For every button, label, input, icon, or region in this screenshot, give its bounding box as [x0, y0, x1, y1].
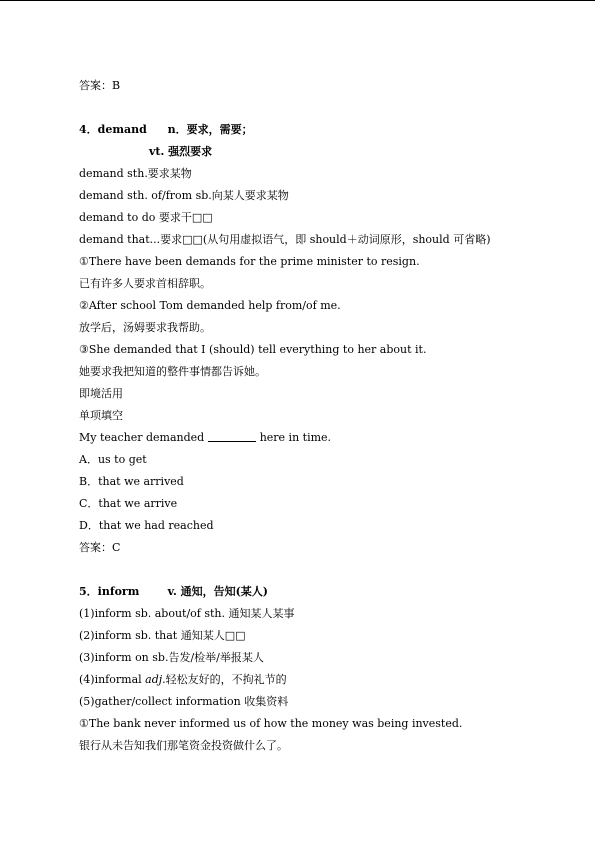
option-b: B．that we arrived	[79, 475, 184, 488]
practice-title: 即境活用	[79, 387, 123, 400]
example-line: ③She demanded that I (should) tell everything to her about it.	[79, 343, 427, 356]
document-body	[79, 75, 579, 757]
informal-meaning: 轻松友好的，不拘礼节的	[165, 673, 287, 686]
phrase-line: (5)gather/collect information 收集资料	[79, 695, 289, 708]
answer-blank	[208, 429, 256, 442]
section-4-pos-noun: n．要求，需要；	[167, 123, 253, 136]
phrase-line: demand sth.要求某物	[79, 167, 192, 180]
phrase-line: demand to do 要求干□□	[79, 211, 213, 224]
question-text-before: My teacher demanded	[79, 431, 208, 444]
phrase-line: (2)inform sb. that 通知某人□□	[79, 629, 246, 642]
page-top-rule	[0, 0, 595, 1]
phrase-line: (3)inform on sb.告发/检举/举报某人	[79, 651, 264, 664]
question-line	[79, 427, 579, 449]
section-4-term: demand	[97, 123, 147, 136]
informal-term: (4)informal	[79, 673, 146, 686]
section-4-number: 4．	[79, 123, 98, 136]
section-5-term: inform	[97, 585, 140, 598]
phrase-line: demand sth. of/from sb.向某人要求某物	[79, 189, 289, 202]
option-a: A．us to get	[79, 453, 147, 466]
answer-line: 答案：B	[79, 79, 121, 92]
translation-line: 她要求我把知道的整件事情都告诉她。	[79, 365, 266, 378]
phrase-line-informal	[79, 669, 579, 691]
translation-line: 放学后，汤姆要求我帮助。	[79, 321, 211, 334]
option-d: D．that we had reached	[79, 519, 214, 532]
part-of-speech-adj: adj.	[145, 673, 166, 686]
question-text-after: here in time.	[259, 431, 332, 444]
phrase-line: (1)inform sb. about/of sth. 通知某人某事	[79, 607, 295, 620]
example-line: ①The bank never informed us of how the money was being invested.	[79, 717, 463, 730]
example-line: ①There have been demands for the prime minister to resign.	[79, 255, 420, 268]
phrase-line: demand that...要求□□(从句用虚拟语气，即 should＋动词原形，should 可省略)	[79, 233, 491, 246]
translation-line: 已有许多人要求首相辞职。	[79, 277, 211, 290]
section-4-heading	[79, 119, 579, 141]
example-line: ②After school Tom demanded help from/of me.	[79, 299, 341, 312]
answer-line: 答案：C	[79, 541, 121, 554]
section-5-heading	[79, 581, 579, 603]
option-c: C．that we arrive	[79, 497, 178, 510]
section-5-number: 5．	[79, 585, 98, 598]
translation-line: 银行从未告知我们那笔资金投资做什么了。	[79, 739, 288, 752]
section-5-pos: v. 通知，告知(某人)	[167, 585, 269, 598]
section-4-pos-verb: vt. 强烈要求	[149, 145, 213, 158]
practice-type: 单项填空	[79, 409, 123, 422]
